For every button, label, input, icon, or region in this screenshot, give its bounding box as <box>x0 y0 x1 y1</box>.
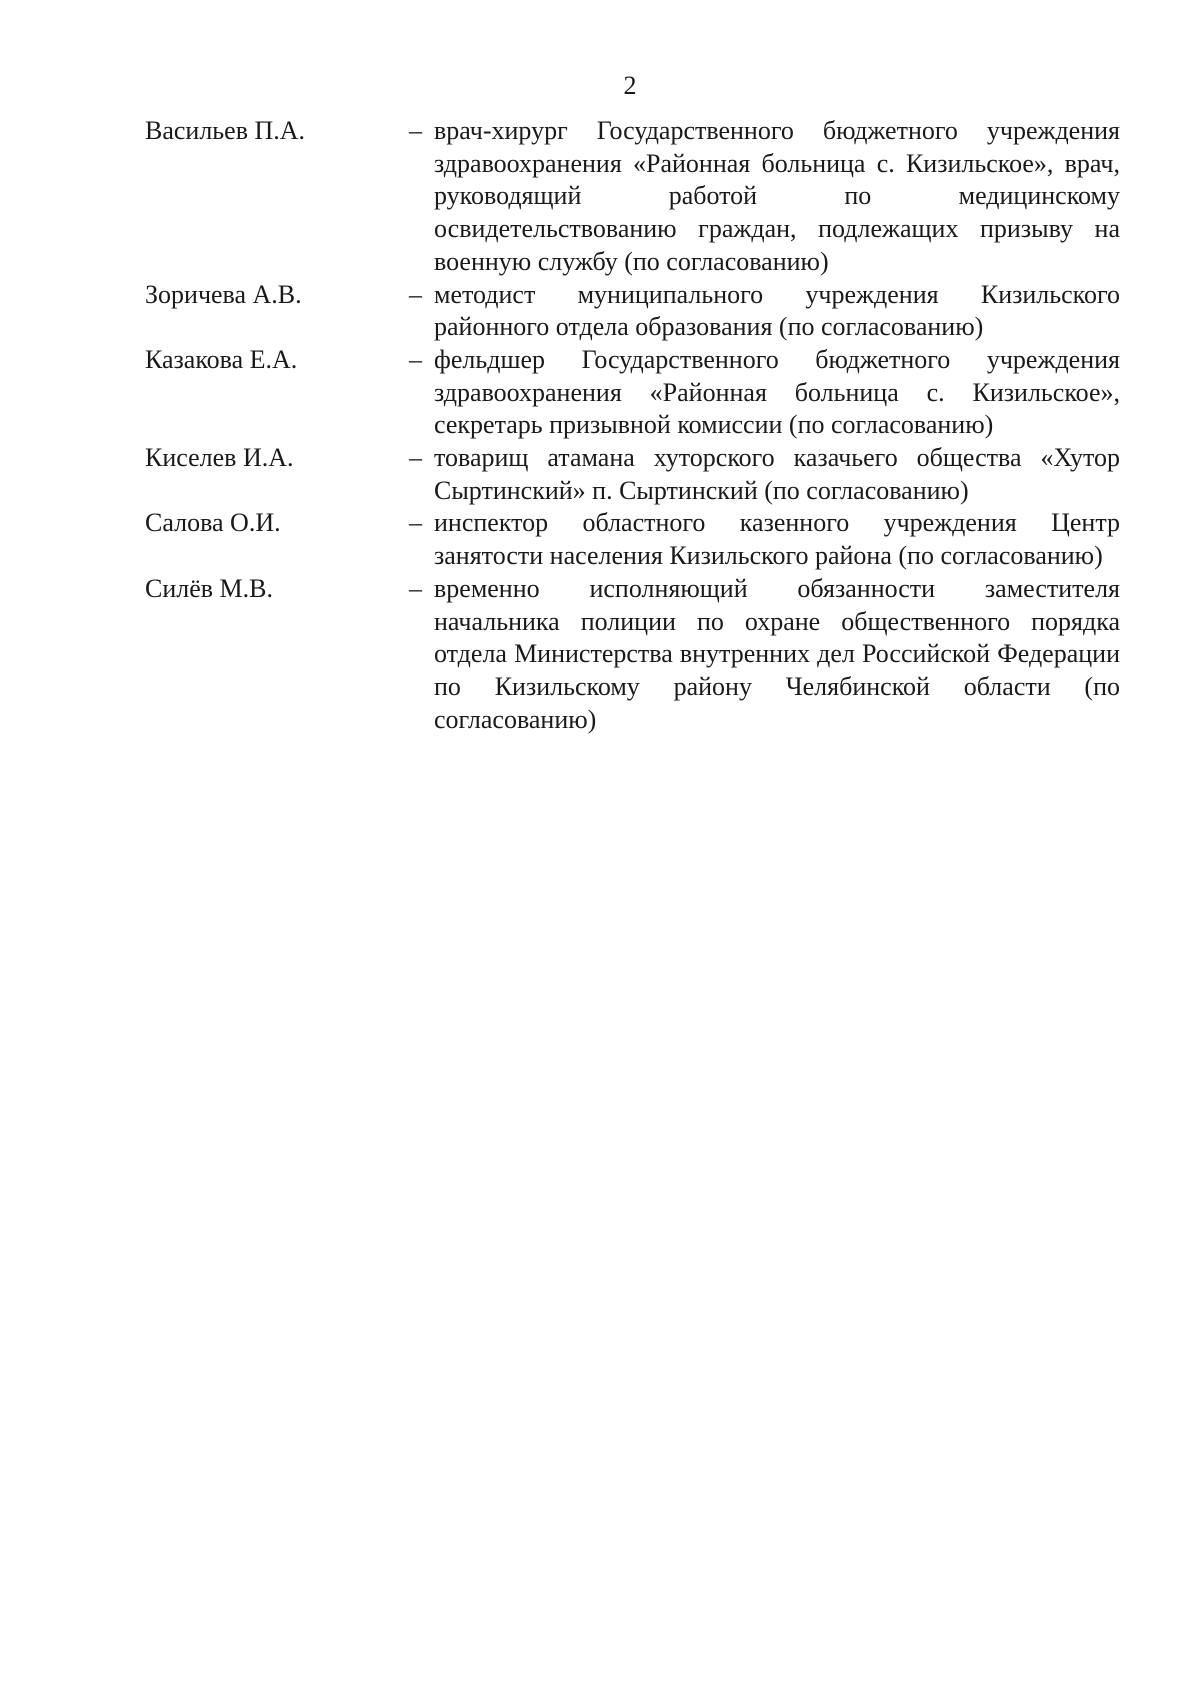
member-name: Зоричева А.В. <box>145 279 302 309</box>
member-dash: – <box>409 279 422 309</box>
page-number: 2 <box>623 71 637 100</box>
member-name: Силёв М.В. <box>145 573 274 603</box>
member-dash: – <box>409 116 422 145</box>
member-name: Васильев П.А. <box>145 116 306 145</box>
member-name: Салова О.И. <box>145 508 281 538</box>
member-role: фельдшер Государственного бюджетного учреждения здравоохранения «Районная больница с. Кизильское», секретарь призывной комиссии (по согласованию) <box>434 344 1120 440</box>
member-name: Киселев И.А. <box>145 443 294 473</box>
member-row <box>145 115 1120 279</box>
member-role: временно исполняющий обязанности заместителя начальника полиции по охране общественного порядка отдела Министерства внутренних дел Российской Федерации по Кизильскому району Челябинской области (по согласованию) <box>434 573 1120 734</box>
member-role: инспектор областного казенного учреждения Центр занятости населения Кизильского района (по согласованию) <box>434 508 1120 571</box>
member-dash: – <box>409 508 422 538</box>
commission-member-list <box>145 115 1120 736</box>
member-row <box>145 442 1120 507</box>
member-row <box>145 344 1120 442</box>
member-name: Казакова Е.А. <box>145 344 298 374</box>
member-role: товарищ атамана хуторского казачьего общества «Хутор Сыртинский» п. Сыртинский (по согласованию) <box>434 443 1120 505</box>
member-row <box>145 507 1120 572</box>
member-dash: – <box>409 344 422 374</box>
member-dash: – <box>409 443 422 473</box>
member-role: врач-хирург Государственного бюджетного учреждения здравоохранения «Районная больница с. Кизильское», врач, руководящий работой по медицинскому освидетельствованию граждан, подлежащих призыву на военную службу (по согласованию) <box>434 116 1120 276</box>
member-row <box>145 573 1120 737</box>
member-role: методист муниципального учреждения Кизильского районного отдела образования (по согласованию) <box>434 279 1120 342</box>
member-dash: – <box>409 573 422 603</box>
member-row <box>145 279 1120 344</box>
